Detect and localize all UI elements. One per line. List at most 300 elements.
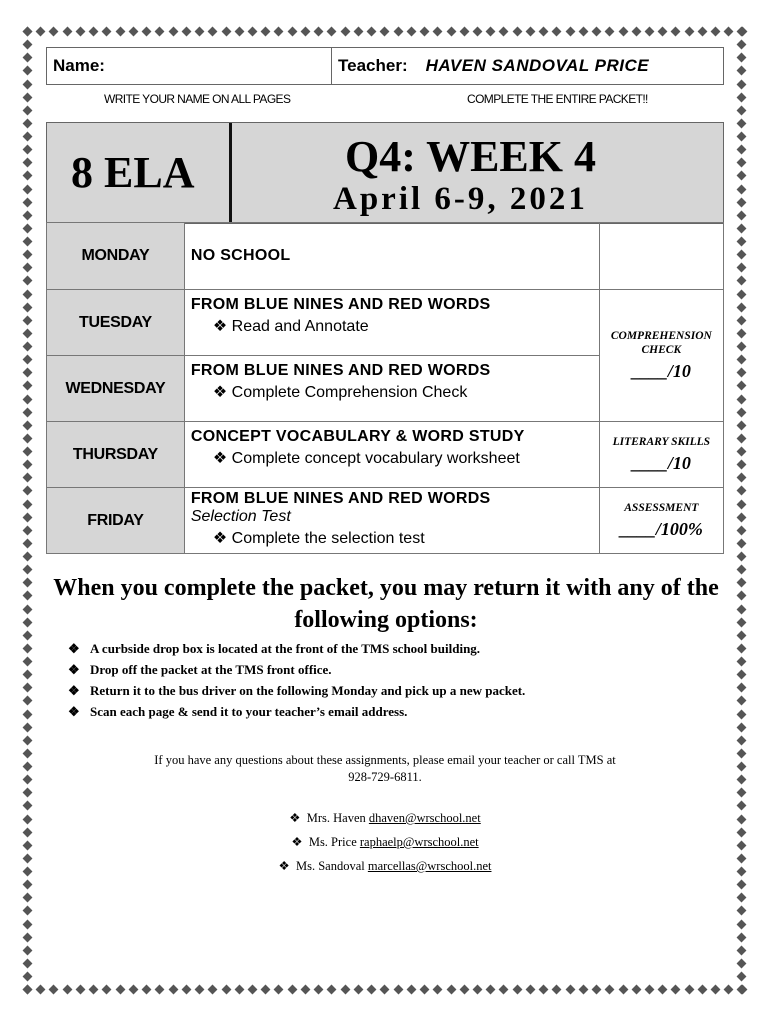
task-subtitle: Selection Test [190,508,291,525]
diamond-border-mark [473,985,483,995]
diamond-border-mark [459,27,469,37]
diamond-border-mark [23,512,33,522]
diamond-border-mark [23,827,33,837]
diamond-border-mark [486,985,496,995]
diamond-border-mark [23,670,33,680]
diamond-border-mark [737,853,747,863]
diamond-border-mark [23,906,33,916]
diamond-border-mark [737,250,747,260]
diamond-border-mark [380,985,390,995]
diamond-border-mark [737,473,747,483]
diamond-border-mark [128,27,138,37]
diamond-border-mark [578,985,588,995]
day-friday: FRIDAY [47,488,185,554]
diamond-border-mark [23,853,33,863]
diamond-border-mark [406,985,416,995]
diamond-border-mark [248,985,258,995]
table-row [47,488,724,554]
diamond-border-mark [23,66,33,76]
diamond-border-mark [367,27,377,37]
diamond-border-mark [23,40,33,50]
assessment-score-cell [599,488,723,554]
diamond-border-mark [23,880,33,890]
diamond-border-mark [737,814,747,824]
diamond-border-mark [737,775,747,785]
diamond-bullet-icon: ❖ [212,450,232,467]
diamond-border-mark [737,184,747,194]
diamond-border-mark [23,683,33,693]
diamond-border-mark [23,499,33,509]
diamond-border-mark [62,985,72,995]
diamond-border-mark [737,237,747,247]
diamond-border-mark [724,27,734,37]
assessment-points[interactable]: ____/100% [619,519,703,539]
diamond-border-mark [340,985,350,995]
diamond-border-mark [23,342,33,352]
diamond-border-mark [353,985,363,995]
diamond-border-mark [737,512,747,522]
diamond-border-mark [89,27,99,37]
diamond-border-mark [195,27,205,37]
diamond-border-mark [234,985,244,995]
diamond-border-mark [221,27,231,37]
diamond-border-mark [62,27,72,37]
diamond-border-mark [234,27,244,37]
diamond-border-mark [605,27,615,37]
diamond-border-mark [512,985,522,995]
diamond-border-mark [539,27,549,37]
diamond-border-mark [737,722,747,732]
diamond-border-mark [23,630,33,640]
diamond-border-mark [23,538,33,548]
diamond-border-mark [23,814,33,824]
teacher-label: Teacher: [338,56,408,75]
diamond-border-mark [737,958,747,968]
diamond-border-mark [75,985,85,995]
diamond-border-mark [565,27,575,37]
diamond-border-mark [23,118,33,128]
diamond-border-mark [23,565,33,575]
diamond-border-mark [698,985,708,995]
list-item: ❖ Mrs. Haven dhaven@wrschool.net [289,811,481,825]
teacher-email-list [150,806,620,878]
comprehension-label: COMPREHENSION CHECK [610,330,712,356]
diamond-border-mark [605,985,615,995]
diamond-border-mark [23,184,33,194]
title-divider [229,123,232,223]
diamond-border-mark [406,27,416,37]
diamond-border-mark [36,27,46,37]
task-item: ❖ Complete Comprehension Check [212,384,468,401]
diamond-border-mark [737,79,747,89]
diamond-border-mark [711,27,721,37]
diamond-border-mark [512,27,522,37]
diamond-border-mark [23,604,33,614]
diamond-border-mark [23,237,33,247]
diamond-border-mark [23,932,33,942]
diamond-border-mark [737,893,747,903]
diamond-border-mark [23,105,33,115]
diamond-border-mark [23,893,33,903]
diamond-border-mark [23,197,33,207]
diamond-border-mark [23,972,33,982]
diamond-border-mark [128,985,138,995]
diamond-border-mark [23,381,33,391]
diamond-border-mark [23,460,33,470]
diamond-border-mark [23,92,33,102]
list-item: ❖ Scan each page & send it to your teacher’s email address. [68,701,708,722]
diamond-border-mark [208,27,218,37]
diamond-border-mark [142,27,152,37]
diamond-border-mark [340,27,350,37]
diamond-border-mark [23,79,33,89]
diamond-border-mark [698,27,708,37]
contact-note: If you have any questions about these assignments, please email your teacher or call TMS at 928-729-6811. [154,753,616,784]
diamond-border-mark [618,985,628,995]
instruction-write-name: WRITE YOUR NAME ON ALL PAGES [104,92,291,106]
diamond-border-mark [49,27,59,37]
diamond-bullet-icon: ❖ [291,835,309,849]
diamond-border-mark [737,460,747,470]
diamond-border-mark [23,302,33,312]
task-item: ❖ Complete the selection test [212,530,425,547]
diamond-border-mark [23,420,33,430]
diamond-border-mark [737,27,747,37]
diamond-border-mark [737,433,747,443]
diamond-border-mark [737,604,747,614]
list-item: ❖ Drop off the packet at the TMS front office. [68,659,708,680]
diamond-border-mark [89,985,99,995]
task-item: ❖ Complete concept vocabulary worksheet [212,450,520,467]
diamond-border-mark [737,591,747,601]
diamond-border-mark [684,985,694,995]
diamond-border-mark [23,840,33,850]
diamond-border-mark [737,525,747,535]
diamond-border-mark [23,407,33,417]
diamond-border-mark [23,328,33,338]
diamond-border-mark [737,53,747,63]
diamond-border-mark [23,525,33,535]
diamond-border-mark [737,342,747,352]
comprehension-points[interactable]: ____/10 [631,361,691,381]
return-options-list [68,638,708,722]
diamond-border-mark [115,985,125,995]
diamond-border-mark [23,788,33,798]
day-monday: MONDAY [47,223,185,290]
diamond-border-mark [287,985,297,995]
diamond-border-mark [671,27,681,37]
name-field[interactable] [47,48,332,84]
diamond-border-mark [23,486,33,496]
schedule-table [46,222,724,554]
diamond-border-mark [737,118,747,128]
diamond-border-mark [658,985,668,995]
diamond-border-mark [631,985,641,995]
diamond-border-mark [155,27,165,37]
diamond-border-mark [23,617,33,627]
literary-label: LITERARY SKILLS [612,436,711,448]
diamond-border-mark [737,499,747,509]
diamond-border-mark [23,171,33,181]
diamond-border-mark [23,289,33,299]
diamond-border-mark [287,27,297,37]
teacher-field [332,48,649,84]
table-row [47,290,724,356]
diamond-border-mark [737,538,747,548]
table-row [47,223,724,290]
diamond-border-mark [737,788,747,798]
diamond-border-mark [23,210,33,220]
diamond-border-mark [23,709,33,719]
diamond-border-mark [737,381,747,391]
diamond-border-mark [724,985,734,995]
diamond-border-mark [737,867,747,877]
diamond-border-mark [737,105,747,115]
diamond-border-mark [737,420,747,430]
diamond-border-mark [433,27,443,37]
diamond-border-mark [737,145,747,155]
task-title: FROM BLUE NINES AND RED WORDS [190,362,491,379]
diamond-border-mark [737,289,747,299]
diamond-border-mark [737,945,747,955]
diamond-border-mark [737,985,747,995]
diamond-border-mark [23,762,33,772]
literary-score-cell [599,422,723,488]
diamond-border-mark [23,722,33,732]
diamond-border-mark [658,27,668,37]
diamond-border-mark [23,355,33,365]
task-title: FROM BLUE NINES AND RED WORDS [190,490,491,507]
score-cell-empty [599,223,723,290]
list-item: ❖ Ms. Price raphaelp@wrschool.net [291,835,479,849]
email-link[interactable]: raphaelp@wrschool.net [359,835,479,849]
diamond-border-mark [737,617,747,627]
diamond-border-mark [737,171,747,181]
diamond-border-mark [23,53,33,63]
diamond-border-mark [737,630,747,640]
diamond-border-mark [618,27,628,37]
diamond-border-mark [737,132,747,142]
assessment-label: ASSESSMENT [624,502,699,514]
diamond-border-mark [737,66,747,76]
diamond-border-mark [645,985,655,995]
diamond-border-mark [737,972,747,982]
diamond-border-mark [671,985,681,995]
diamond-border-mark [737,932,747,942]
diamond-border-mark [353,27,363,37]
diamond-border-mark [539,985,549,995]
diamond-border-mark [23,748,33,758]
diamond-border-mark [23,447,33,457]
diamond-border-mark [446,985,456,995]
diamond-border-mark [195,985,205,995]
diamond-border-mark [181,985,191,995]
diamond-border-mark [737,657,747,667]
diamond-border-mark [737,355,747,365]
diamond-border-mark [102,27,112,37]
diamond-border-mark [23,27,33,37]
diamond-border-mark [300,27,310,37]
diamond-border-mark [473,27,483,37]
diamond-border-mark [261,27,271,37]
diamond-border-mark [737,578,747,588]
diamond-bullet-icon: ❖ [68,704,80,719]
diamond-border-mark [592,985,602,995]
table-row [47,422,724,488]
diamond-border-mark [23,958,33,968]
list-item: ❖ A curbside drop box is located at the front of the TMS school building. [68,638,708,659]
task-title: FROM BLUE NINES AND RED WORDS [190,296,491,313]
diamond-border-mark [737,315,747,325]
literary-points[interactable]: ____/10 [631,453,691,473]
diamond-border-mark [23,223,33,233]
diamond-border-mark [274,985,284,995]
diamond-border-mark [49,985,59,995]
diamond-border-mark [314,985,324,995]
diamond-border-mark [168,985,178,995]
diamond-border-mark [23,433,33,443]
diamond-bullet-icon: ❖ [68,662,80,677]
diamond-border-mark [300,985,310,995]
diamond-border-mark [446,27,456,37]
diamond-border-mark [737,263,747,273]
name-label: Name: [53,56,105,75]
diamond-border-mark [737,748,747,758]
diamond-border-mark [168,27,178,37]
diamond-border-mark [737,197,747,207]
day-tuesday: TUESDAY [47,290,185,356]
task-item: ❖ Read and Annotate [212,318,369,335]
diamond-border-mark [737,40,747,50]
diamond-border-mark [23,867,33,877]
task-title: NO SCHOOL [190,247,291,264]
diamond-border-mark [737,565,747,575]
instruction-complete-packet: COMPLETE THE ENTIRE PACKET!! [467,92,648,106]
diamond-border-mark [737,302,747,312]
diamond-border-mark [737,158,747,168]
diamond-border-mark [221,985,231,995]
diamond-border-mark [565,985,575,995]
diamond-border-mark [261,985,271,995]
diamond-border-mark [23,394,33,404]
diamond-border-mark [737,552,747,562]
diamond-border-mark [459,985,469,995]
diamond-border-mark [737,762,747,772]
diamond-border-mark [23,919,33,929]
diamond-border-mark [208,985,218,995]
diamond-border-mark [737,276,747,286]
diamond-border-mark [327,985,337,995]
diamond-border-mark [155,985,165,995]
diamond-border-mark [23,276,33,286]
list-item: ❖ Ms. Sandoval marcellas@wrschool.net [278,859,492,873]
diamond-bullet-icon: ❖ [68,641,80,656]
diamond-border-mark [737,735,747,745]
diamond-border-mark [420,27,430,37]
diamond-border-mark [23,985,33,995]
diamond-border-mark [486,27,496,37]
diamond-border-mark [23,578,33,588]
diamond-border-mark [578,27,588,37]
diamond-border-mark [23,473,33,483]
diamond-border-mark [737,486,747,496]
date-range: April 6-9, 2021 [333,181,588,217]
diamond-border-mark [737,394,747,404]
diamond-border-mark [684,27,694,37]
diamond-border-mark [737,709,747,719]
diamond-border-mark [737,407,747,417]
diamond-border-mark [142,985,152,995]
title-band [46,122,724,224]
diamond-border-mark [314,27,324,37]
diamond-border-mark [23,591,33,601]
diamond-border-mark [737,670,747,680]
diamond-border-mark [23,801,33,811]
diamond-border-mark [737,683,747,693]
diamond-border-mark [23,158,33,168]
diamond-border-mark [23,315,33,325]
diamond-border-mark [737,840,747,850]
task-title: CONCEPT VOCABULARY & WORD STUDY [190,428,525,445]
diamond-border-mark [499,27,509,37]
diamond-border-mark [737,919,747,929]
diamond-border-mark [115,27,125,37]
week-title: Q4: WEEK 4 [345,132,597,181]
diamond-border-mark [737,447,747,457]
diamond-border-mark [23,696,33,706]
diamond-border-mark [23,775,33,785]
day-wednesday: WEDNESDAY [47,356,185,422]
diamond-border-mark [552,27,562,37]
diamond-border-mark [23,657,33,667]
email-link[interactable]: dhaven@wrschool.net [368,811,481,825]
diamond-border-mark [737,643,747,653]
diamond-border-mark [737,368,747,378]
diamond-border-mark [420,985,430,995]
diamond-border-mark [181,27,191,37]
diamond-border-mark [737,880,747,890]
diamond-border-mark [23,250,33,260]
diamond-border-mark [393,985,403,995]
email-link[interactable]: marcellas@wrschool.net [367,859,492,873]
diamond-bullet-icon: ❖ [289,811,307,825]
diamond-bullet-icon: ❖ [278,859,296,873]
diamond-border-mark [499,985,509,995]
diamond-border-mark [711,985,721,995]
course-title: 8 ELA [71,148,195,197]
diamond-bullet-icon: ❖ [68,683,80,698]
diamond-border-mark [592,27,602,37]
diamond-bullet-icon: ❖ [212,318,232,335]
diamond-border-mark [552,985,562,995]
diamond-border-mark [645,27,655,37]
diamond-border-mark [23,552,33,562]
return-heading: When you complete the packet, you may return it with any of the following options: [53,575,719,633]
diamond-border-mark [23,145,33,155]
diamond-border-mark [274,27,284,37]
diamond-border-mark [393,27,403,37]
diamond-border-mark [102,985,112,995]
diamond-border-mark [737,92,747,102]
diamond-border-mark [23,132,33,142]
diamond-border-mark [737,223,747,233]
teacher-names: HAVEN SANDOVAL PRICE [425,56,650,75]
diamond-border-mark [23,945,33,955]
diamond-border-mark [380,27,390,37]
diamond-border-mark [631,27,641,37]
diamond-border-mark [737,696,747,706]
list-item: ❖ Return it to the bus driver on the following Monday and pick up a new packet. [68,680,708,701]
